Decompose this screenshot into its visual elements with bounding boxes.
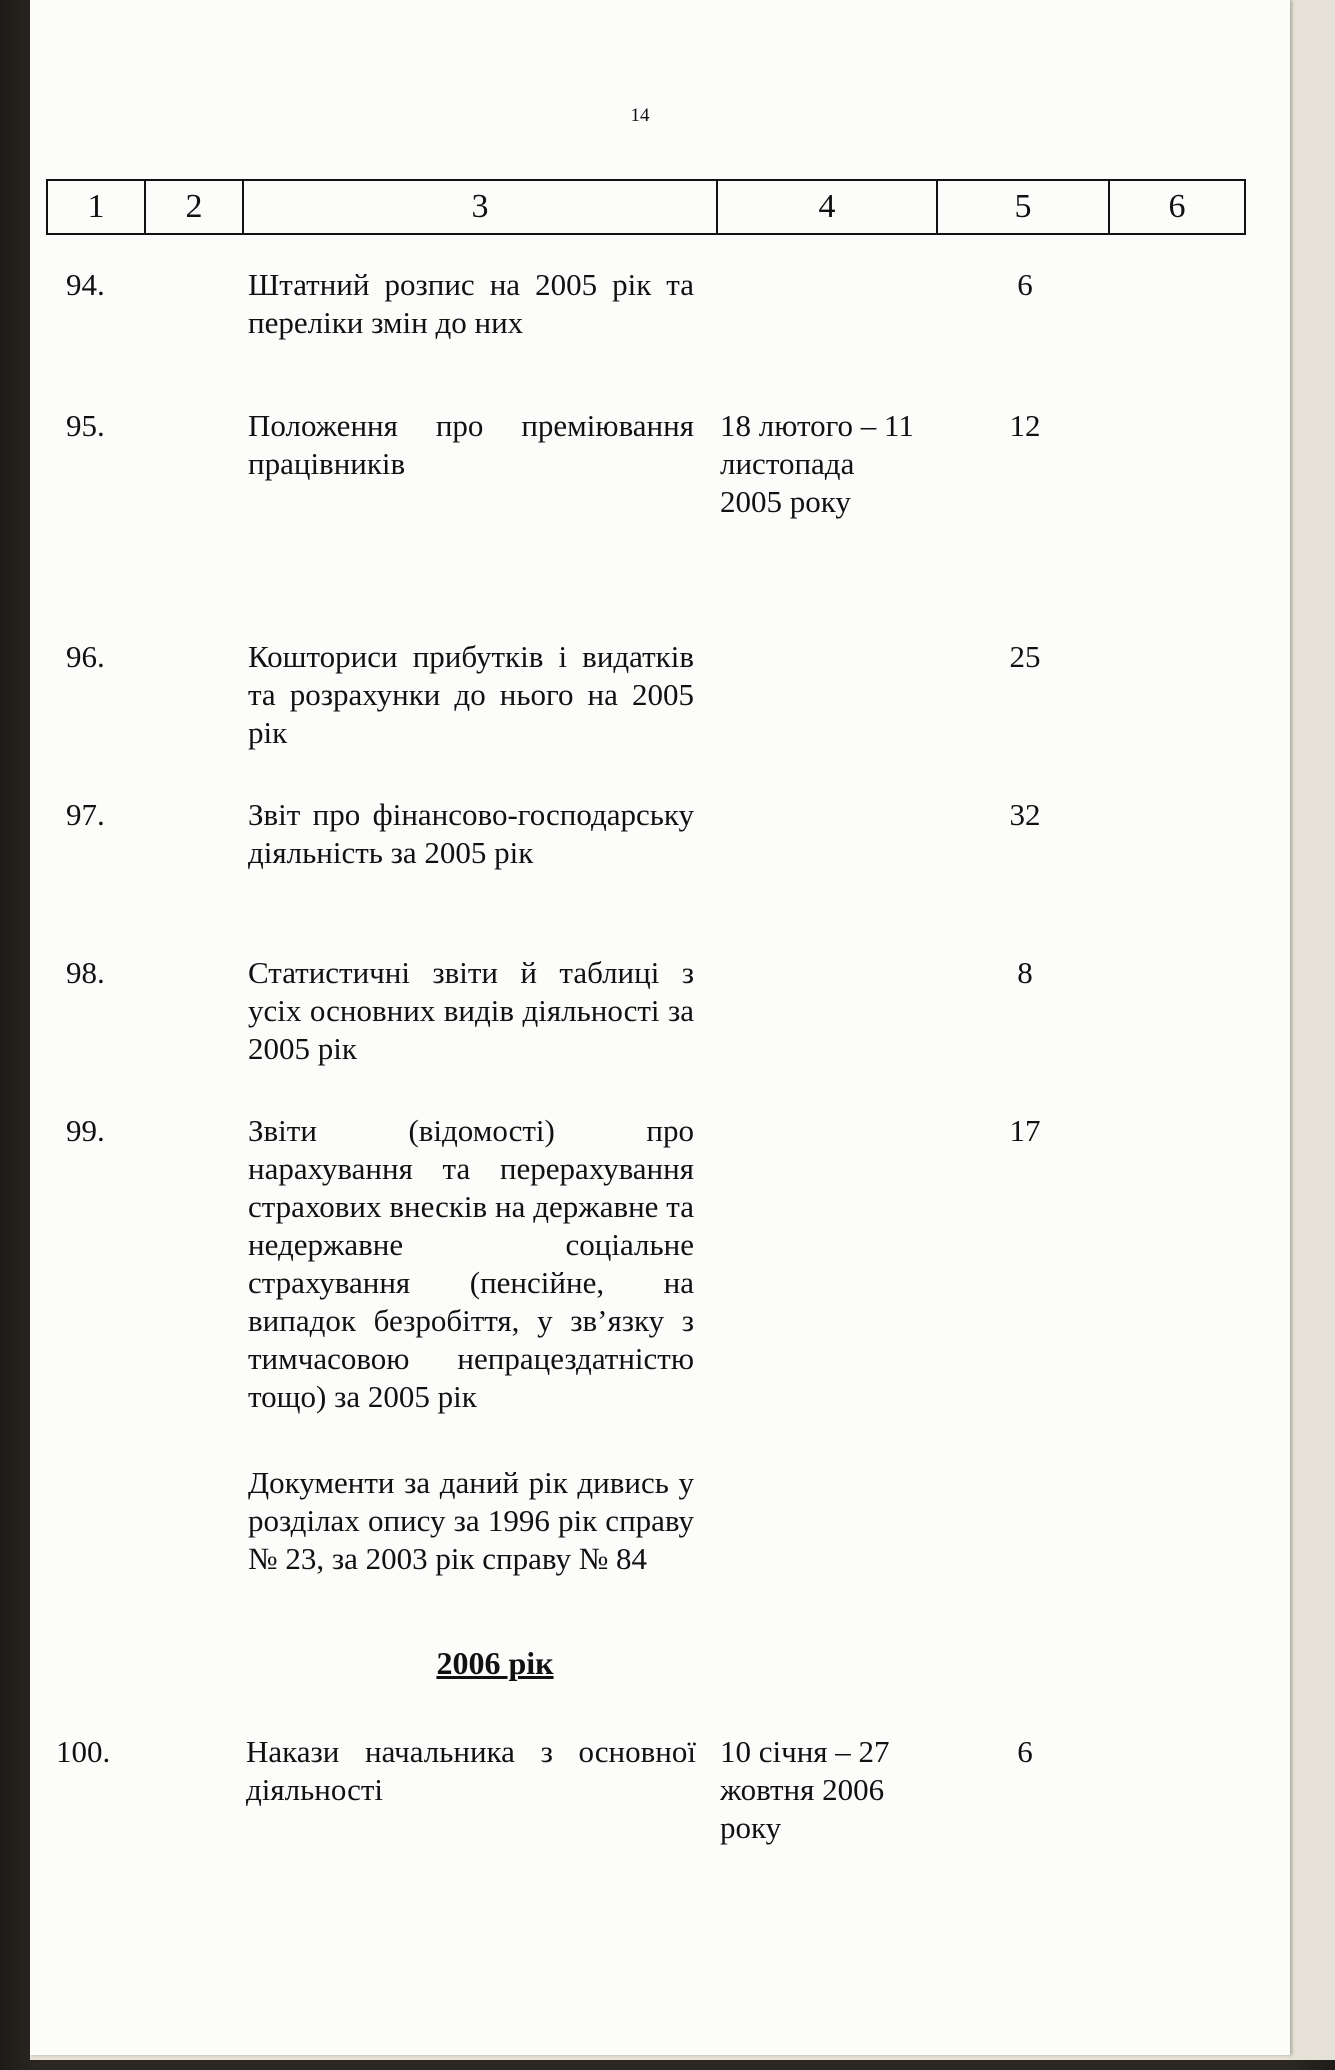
entry-title: Штатний розпис на 2005 рік та переліки змін до них	[248, 267, 694, 340]
page-number: 14	[630, 105, 650, 126]
entry-title: Статистичні звіти й таблиці з усіх основних видів діяльності за 2005 рік	[248, 955, 694, 1066]
header-col-1: 1	[48, 181, 146, 233]
entry-sheets: 6	[1017, 267, 1033, 302]
entry-number: 95.	[66, 408, 105, 443]
entry-sheets: 25	[1009, 639, 1041, 674]
entry-title: Положення про преміювання працівників	[248, 408, 694, 481]
entry-date: 10 січня – 27 жовтня 2006 року	[720, 1734, 890, 1845]
entry-date: 18 лютого – 11 листопада 2005 року	[720, 408, 914, 519]
year-heading: 2006 рік	[436, 1645, 554, 1681]
entry-number: 98.	[66, 955, 105, 990]
entry-title: Накази начальника з основної діяльності	[246, 1734, 696, 1807]
table-header-row	[46, 179, 1246, 235]
entry-number: 99.	[66, 1113, 105, 1148]
entry-sheets: 6	[1017, 1734, 1033, 1769]
header-col-5: 5	[938, 181, 1110, 233]
entry-title: Звіт про фінансово-господарську діяльність за 2005 рік	[248, 797, 694, 870]
header-col-2: 2	[146, 181, 244, 233]
header-col-6: 6	[1168, 188, 1186, 225]
entry-sheets: 8	[1017, 955, 1033, 990]
entry-number: 100.	[56, 1734, 111, 1769]
entry-sheets: 32	[1009, 797, 1041, 832]
entry-number: 97.	[66, 797, 105, 832]
header-col-3: 3	[244, 181, 718, 233]
entry-sheets: 12	[1009, 408, 1041, 443]
entry-sheets: 17	[1009, 1113, 1041, 1148]
reference-note: Документи за даний рік дивись у розділах опису за 1996 рік справу № 23, за 2003 рік справу № 84	[248, 1465, 694, 1576]
entry-title: Кошториси прибутків і видатків та розрахунки до нього на 2005 рік	[248, 639, 694, 750]
document-page	[30, 0, 1290, 2055]
entry-title: Звіти (відомості) про нарахування та перерахування страхових внесків на державне та недержавне соціальне страхування (пенсійне, на випадок безробіття, у зв’язку з тимчасовою непрацездатністю тощо) за 2005 рік	[248, 1113, 694, 1414]
entry-number: 94.	[66, 267, 105, 302]
entry-number: 96.	[66, 639, 105, 674]
header-col-4: 4	[718, 181, 938, 233]
